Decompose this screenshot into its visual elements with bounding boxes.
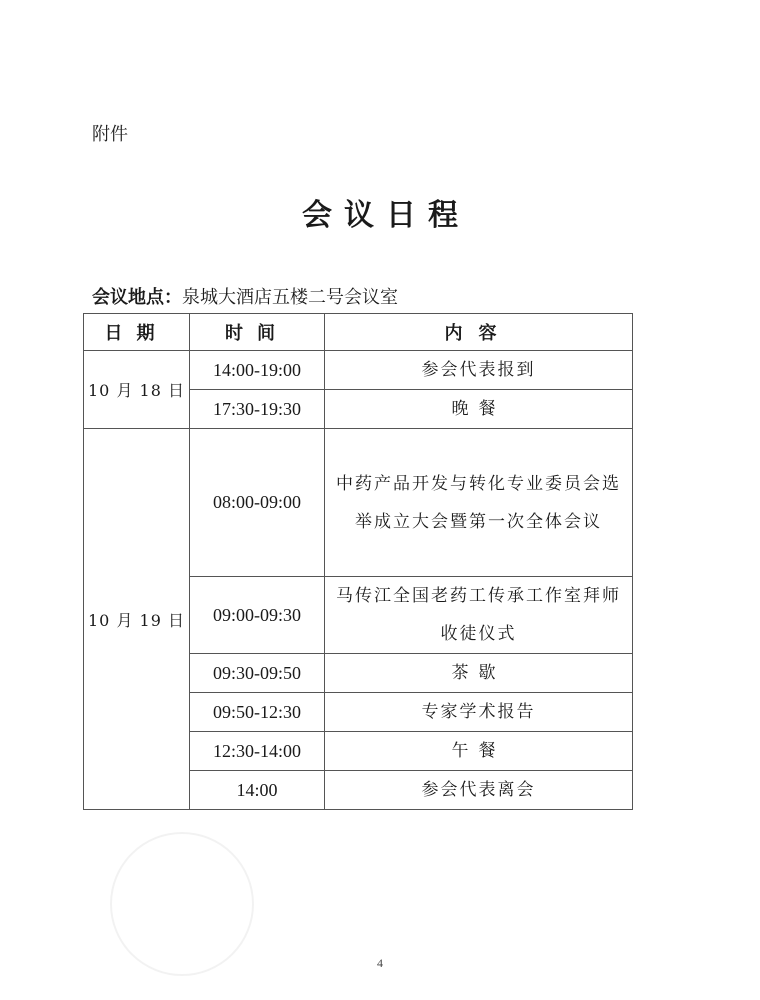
faint-stamp-mark <box>110 832 254 976</box>
date-cell-day2: 10 月 19 日 <box>84 429 190 810</box>
attachment-label: 附件 <box>92 124 128 145</box>
content-cell: 中药产品开发与转化专业委员会选举成立大会暨第一次全体会议 <box>325 429 633 577</box>
venue-label: 会议地点： <box>92 287 182 308</box>
header-time: 时间 <box>190 314 325 351</box>
time-cell: 12:30-14:00 <box>190 732 325 771</box>
time-cell: 08:00-09:00 <box>190 429 325 577</box>
time-cell: 09:30-09:50 <box>190 654 325 693</box>
document-title: 会议日程 <box>302 198 470 233</box>
header-content: 内容 <box>325 314 633 351</box>
content-cell: 午餐 <box>325 732 633 771</box>
time-cell: 14:00-19:00 <box>190 351 325 390</box>
header-date: 日期 <box>84 314 190 351</box>
time-cell: 17:30-19:30 <box>190 390 325 429</box>
page-number: 4 <box>377 956 383 970</box>
venue-value: 泉城大酒店五楼二号会议室 <box>182 287 398 308</box>
time-cell: 09:00-09:30 <box>190 577 325 654</box>
content-cell: 茶歇 <box>325 654 633 693</box>
content-cell: 晚餐 <box>325 390 633 429</box>
content-cell: 参会代表离会 <box>325 771 633 810</box>
time-cell: 14:00 <box>190 771 325 810</box>
content-cell: 马传江全国老药工传承工作室拜师收徒仪式 <box>325 577 633 654</box>
content-cell: 专家学术报告 <box>325 693 633 732</box>
date-cell-day1: 10 月 18 日 <box>84 351 190 429</box>
table-header-row <box>84 314 633 351</box>
venue-line <box>92 283 398 309</box>
content-cell: 参会代表报到 <box>325 351 633 390</box>
table-row <box>84 351 633 390</box>
schedule-table <box>83 313 633 810</box>
table-row <box>84 429 633 577</box>
time-cell: 09:50-12:30 <box>190 693 325 732</box>
